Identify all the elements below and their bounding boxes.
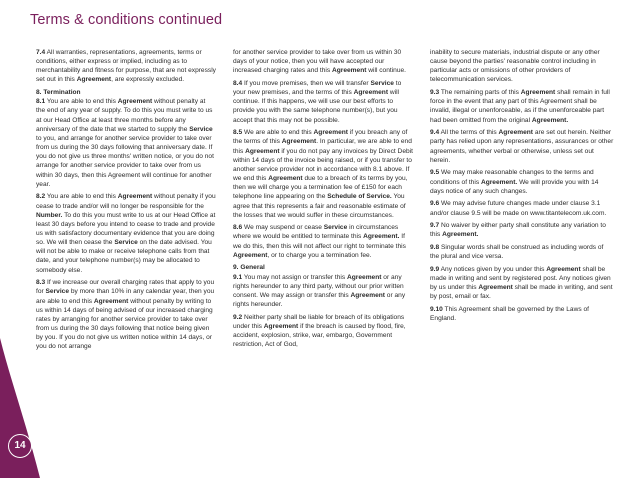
text-run: We may make reasonable changes to the terms and conditions of this — [430, 169, 594, 186]
text-run: or any rights hereunder. — [233, 291, 406, 309]
text-run: will continue. If this happens, we will use our best efforts to provide you with the same telephone number(s), but you accept that this may not be possible. — [233, 89, 400, 124]
bold-text: Service — [45, 288, 69, 296]
text-run: if the breach is caused by flood, fire, accident, explosion, strike, war, embargo, Government restriction, Act of God, — [233, 322, 406, 349]
page-number: 14 — [8, 434, 32, 458]
bold-text: Agreement. — [480, 178, 518, 186]
text-run: We may suspend or cease — [242, 224, 324, 232]
clause-paragraph — [233, 128, 413, 220]
text-run: to you, and arrange for another service provider to take over from us during the 30 days following that anniversary date. If you do not give us three months' written notice, or you do not arrange for another service provider to take over from us within 30 days, then this Agreement will continue for another year. — [36, 134, 214, 188]
bold-text: 8.4 — [233, 79, 243, 87]
text-run: All the terms of this — [439, 129, 499, 137]
clause-paragraph — [233, 313, 413, 350]
bold-text: Agreement. — [442, 231, 479, 239]
bold-text: Agreement — [350, 291, 385, 299]
page-title: Terms & conditions continued — [30, 12, 223, 28]
text-run: by more than 10% in any calendar year, then you are able to end this — [36, 288, 215, 305]
bold-text: Service — [114, 239, 138, 247]
bold-text: 8.2 — [36, 193, 46, 201]
bold-text: Agreement — [546, 265, 581, 273]
text-run: Any notices given by you under this — [439, 265, 547, 273]
text-run: If we increase our overall charging rates that apply to you for — [36, 279, 215, 296]
text-run: This Agreement shall be governed by the Laws of England. — [430, 305, 589, 323]
text-run: , are expressly excluded. — [111, 76, 185, 84]
text-run: , or to charge you a termination fee. — [267, 251, 372, 259]
bold-text: 9.3 — [430, 89, 440, 97]
clause-paragraph — [430, 48, 614, 85]
section-heading: 8. Termination — [36, 89, 81, 97]
text-run: To do this you must write to us at our Head Office at least 30 days before you intend to cease to trade and provide us with satisfactory documentary evidence that you are doing so. We will then cease the — [36, 211, 216, 247]
text-run: We may advise future changes made under clause 3.1 and/or clause 9.5 will be made on www.titantelecom.uk.com. — [430, 200, 607, 217]
bold-text: 8.6 — [233, 224, 243, 232]
text-column-1 — [36, 48, 216, 355]
bold-text: 9.4 — [430, 129, 440, 137]
clause-paragraph — [430, 88, 614, 125]
bold-text: 9.9 — [430, 265, 440, 273]
bold-text: Agreement. — [531, 116, 569, 124]
clause-paragraph — [233, 223, 413, 260]
bold-text: Agreement — [117, 193, 153, 201]
text-run: without penalty by writing to us within 14 days of being advised of our increased charging rates by arranging for another service provider to take over from us during the 30 days following that notice being given by you. If you do not give us written notice within 14 days, or you do not arrange — [36, 297, 213, 351]
text-run: inability to secure materials, industrial dispute or any other cause beyond the parties' reasonable control including in particular acts or omissions of other providers of telecommunication services. — [430, 49, 600, 84]
text-run: Singular words shall be construed as including words of the plural and vice versa. — [430, 243, 604, 261]
bold-text: Agreement — [76, 76, 112, 84]
bold-text: 8.1 — [36, 98, 46, 106]
bold-text: 9.2 — [233, 313, 243, 321]
clause-paragraph — [36, 192, 216, 274]
bold-text: Service — [189, 125, 213, 133]
clause-paragraph — [430, 221, 614, 239]
bold-text: Agreement — [331, 67, 367, 75]
bold-text: Agreement — [268, 175, 303, 183]
bold-text: Agreement — [281, 138, 317, 146]
text-run: are set out herein. Neither party has relied upon any representations, assurances or other agreements, whether verbal or otherwise, unless set out herein. — [430, 129, 614, 164]
text-run: You may not assign or transfer this — [242, 273, 347, 281]
clause-paragraph — [36, 97, 216, 189]
clause-paragraph — [430, 265, 614, 302]
bold-text: Schedule of Service. — [327, 193, 392, 201]
text-run: due to a breach of its terms by you, then we will charge you a termination fee of £150 for each telephone line appearing on the — [233, 175, 408, 201]
bold-text: 7.4 — [36, 49, 46, 56]
text-run: No waiver by either party shall constitute any variation to this — [430, 222, 606, 239]
bold-text: 9.10 — [430, 305, 443, 313]
bold-text: Agreement — [93, 297, 129, 305]
clause-paragraph — [430, 243, 614, 261]
text-run: The remaining parts of this — [439, 89, 521, 97]
clause-paragraph — [36, 278, 216, 351]
clause-paragraph — [233, 48, 413, 75]
clause-paragraph — [233, 79, 413, 125]
text-run: We are able to end this — [242, 129, 314, 137]
bold-text: Agreement. — [363, 233, 400, 241]
bold-text: Number. — [36, 211, 63, 219]
clause-paragraph — [430, 305, 614, 323]
text-run: if you do not pay any invoices by Direct Debit within 14 days of the invoice being raised, or if you transfer to another service provider not in accordance with 8.1 above. If we end this — [233, 147, 413, 183]
text-run: if you breach any of the terms of this — [233, 129, 408, 146]
text-run: You are able to end this — [45, 98, 118, 106]
bold-text: Service — [323, 224, 348, 232]
text-run: We will provide you with 14 days notice of any such changes. — [430, 178, 599, 195]
text-run: All warranties, representations, agreements, terms or conditions, either express or implied, including as to merchantability and fitness for purpose, that are not expressly set out in this — [36, 49, 216, 84]
bold-text: Agreement — [245, 147, 280, 155]
bold-text: Agreement — [478, 284, 513, 292]
bold-text: 8.3 — [36, 279, 46, 287]
text-run: shall remain in full force in the event that any part of this Agreement shall be invalid, illegal or unenforceable, as if the unenforceable part had been omitted from the original — [430, 89, 610, 124]
text-run: without penalty if you cease to trade and/or will no longer be responsible for the — [36, 193, 216, 210]
text-run: Neither party shall be liable for breach of its obligations under this — [233, 313, 405, 330]
bold-text: Agreement — [353, 89, 389, 97]
bold-text: Agreement — [520, 89, 556, 97]
bold-text: Agreement — [233, 251, 268, 259]
bold-text: 9.6 — [430, 200, 440, 208]
text-run: or any rights hereunder to any third party, without our prior written consent. We may assign or transfer this — [233, 273, 404, 299]
text-run: shall be made in writing and sent by registered post. Any notices given by us under this — [430, 265, 611, 292]
text-run: will continue. — [366, 67, 407, 75]
text-run: If you move premises, then we will transfer — [242, 79, 371, 87]
text-run: without penalty at the end of any year of supply. To do this you must write to us at our Head Office at least three months before any anniversary of the date that we started to supply the — [36, 98, 213, 133]
section-heading: 9. General — [233, 264, 265, 272]
text-run: in circumstances where we would be entitled to terminate this — [233, 224, 399, 241]
clause-paragraph — [430, 128, 614, 165]
bold-text: 9.7 — [430, 222, 440, 230]
text-run: You are able to end this — [45, 193, 118, 201]
bold-text: Agreement — [498, 129, 533, 137]
clause-paragraph — [430, 199, 614, 217]
text-run: shall be made in writing, and sent by post, email or fax. — [430, 284, 613, 301]
bold-text: Agreement — [347, 273, 382, 281]
text-run: If we do this, then this will not affect our right to terminate this — [233, 233, 406, 250]
text-run: You agree that this represents a fair and reasonable estimate of the losses that we would suffer in these circumstances. — [233, 193, 406, 219]
text-column-2 — [233, 48, 413, 353]
bold-text: Agreement — [313, 129, 348, 137]
bold-text: Agreement — [117, 98, 153, 106]
bold-text: 9.5 — [430, 169, 440, 177]
clause-paragraph — [430, 168, 614, 195]
bold-text: 8.5 — [233, 129, 243, 137]
clause-paragraph — [233, 273, 413, 310]
text-run: on the date advised. You will not be able to make or receive telephone calls from that date, and your telephone number(s) may be allocated to somebody else. — [36, 239, 212, 274]
text-column-3 — [430, 48, 614, 327]
clause-paragraph — [36, 48, 216, 85]
bold-text: Service — [370, 79, 394, 87]
text-run: . In particular, we are able to end this — [233, 138, 412, 155]
text-run: for another service provider to take over from us within 30 days of your notice, then you will have accepted our increased charging rates and this — [233, 49, 402, 75]
bold-text: Agreement — [263, 322, 299, 330]
bold-text: 9.1 — [233, 273, 243, 281]
text-run: to your new premises, and the terms of this — [233, 79, 402, 97]
bold-text: 9.8 — [430, 243, 440, 251]
